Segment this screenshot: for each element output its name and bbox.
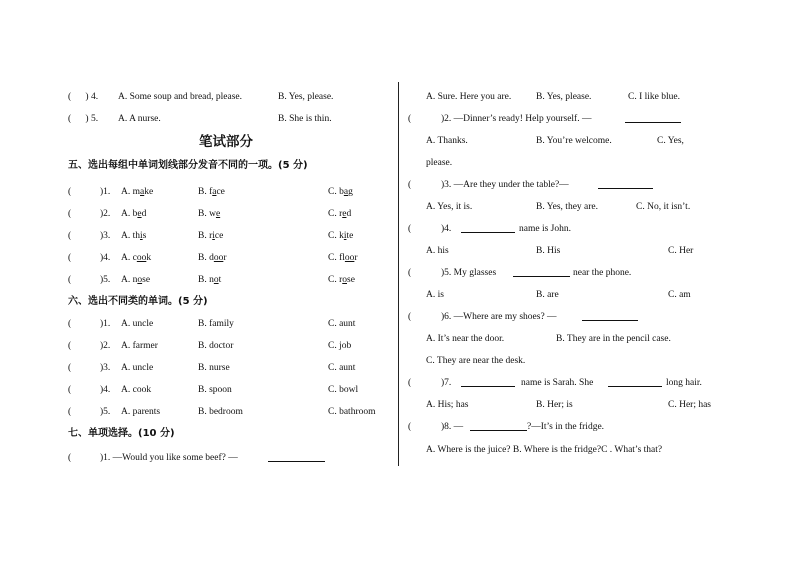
option-a: A. cook xyxy=(121,385,152,395)
option-a: A. It’s near the door. xyxy=(426,334,505,344)
option-a: A. parents xyxy=(121,407,161,417)
option-c: C. They are near the desk. xyxy=(426,356,526,366)
option-a: A. bed xyxy=(121,209,147,219)
question-number: )5. xyxy=(100,407,111,417)
question-number: )2. xyxy=(100,341,111,351)
answer-blank xyxy=(608,377,662,387)
answer-paren: ( xyxy=(68,253,72,263)
question-number: ( ) 5. xyxy=(68,114,99,124)
option-b: B. not xyxy=(198,275,222,285)
option-c: C. No, it isn’t. xyxy=(636,202,691,212)
question-number: )2. xyxy=(100,209,111,219)
underlined-letters: i xyxy=(343,231,347,241)
question-7: )7. xyxy=(441,378,452,388)
option-b: B. Yes, please. xyxy=(278,92,334,102)
question-5: )5. My glasses xyxy=(441,268,497,278)
question-4: )4. xyxy=(441,224,452,234)
answer-paren: ( xyxy=(408,114,412,124)
answer-paren: ( xyxy=(68,385,72,395)
option-c: C. am xyxy=(668,290,691,300)
question-2: )2. —Dinner’s ready! Help yourself. — xyxy=(441,114,592,124)
underlined-letters: oo xyxy=(213,253,224,263)
answer-paren: ( xyxy=(408,180,412,190)
answer-paren: ( xyxy=(68,275,72,285)
option-c: C. Her; has xyxy=(668,400,712,410)
answer-paren: ( xyxy=(68,187,72,197)
option-b: B. doctor xyxy=(198,341,234,351)
answer-paren: ( xyxy=(408,378,412,388)
answer-paren: ( xyxy=(408,268,412,278)
section-6-heading: 六、选出不同类的单词。(5 分) xyxy=(68,296,208,307)
underlined-letters: o xyxy=(213,275,219,285)
question-number: )1. xyxy=(100,187,111,197)
underlined-letters: oo xyxy=(136,253,147,263)
answer-blank xyxy=(461,377,515,387)
option-a: A. Yes, it is. xyxy=(426,202,473,212)
option-b: B. we xyxy=(198,209,221,219)
column-divider xyxy=(398,82,399,466)
option-a: A. nose xyxy=(121,275,151,285)
underlined-letters: a xyxy=(343,187,349,197)
question-number: )4. xyxy=(100,253,111,263)
option-a: A. is xyxy=(426,290,444,300)
option-a: A. His; has xyxy=(426,400,469,410)
answer-blank xyxy=(582,311,638,321)
option-a: A. uncle xyxy=(121,363,154,373)
option-c: C. Yes, xyxy=(657,136,684,146)
question-number: )4. xyxy=(100,385,111,395)
answer-paren: ( xyxy=(68,209,72,219)
option-b: B. spoon xyxy=(198,385,232,395)
answer-blank xyxy=(625,113,681,123)
answer-paren: ( xyxy=(68,407,72,417)
option-c: C. aunt xyxy=(328,363,356,373)
answer-paren: ( xyxy=(68,319,72,329)
options-row: A. Where is the juice? B. Where is the fridge?C . What’s that? xyxy=(426,445,663,455)
underlined-letters: a xyxy=(140,187,145,197)
answer-paren: ( xyxy=(68,341,72,351)
option-b: B. face xyxy=(198,187,225,197)
question-number: )3. xyxy=(100,231,111,241)
option-a: A. farmer xyxy=(121,341,158,351)
answer-blank xyxy=(470,421,527,431)
option-b: B. bedroom xyxy=(198,407,243,417)
section-7-heading: 七、单项选择。(10 分) xyxy=(68,428,175,439)
option-b: B. nurse xyxy=(198,363,230,373)
question-8: )8. — xyxy=(441,422,464,432)
question-8-text: ?—It’s in the fridge. xyxy=(527,422,605,432)
question-6: )6. —Where are my shoes? — xyxy=(441,312,557,322)
option-b: B. family xyxy=(198,319,234,329)
answer-paren: ( xyxy=(408,422,412,432)
underlined-letters: o xyxy=(342,275,347,285)
answer-paren: ( xyxy=(68,453,72,463)
question-7-text-end: long hair. xyxy=(666,378,702,388)
question-1: )1. —Would you like some beef? — xyxy=(100,453,238,463)
answer-blank xyxy=(598,179,653,189)
question-3: )3. —Are they under the table?— xyxy=(441,180,569,190)
option-a: A. cook xyxy=(121,253,152,263)
option-b: B. rice xyxy=(198,231,224,241)
answer-blank xyxy=(461,223,515,233)
option-c-wrap: please. xyxy=(426,158,453,168)
option-b: B. You’re welcome. xyxy=(536,136,612,146)
option-a: A. Some soup and bread, please. xyxy=(118,92,242,102)
underlined-letters: a xyxy=(212,187,217,197)
option-a: A. Thanks. xyxy=(426,136,468,146)
option-c: C. bag xyxy=(328,187,353,197)
option-c: C. aunt xyxy=(328,319,356,329)
option-c: C. red xyxy=(328,209,352,219)
question-5-text: near the phone. xyxy=(573,268,632,278)
question-number: )5. xyxy=(100,275,111,285)
answer-paren: ( xyxy=(68,231,72,241)
option-c: C. job xyxy=(328,341,352,351)
underlined-letters: i xyxy=(140,231,143,241)
section-5-heading: 五、选出每组中单词划线部分发音不同的一项。(5 分) xyxy=(68,160,308,171)
question-number: )3. xyxy=(100,363,111,373)
option-b: B. They are in the pencil case. xyxy=(556,334,671,344)
answer-paren: ( xyxy=(68,363,72,373)
option-b: B. are xyxy=(536,290,559,300)
option-c: C. bowl xyxy=(328,385,359,395)
option-c: C. bathroom xyxy=(328,407,376,417)
underlined-letters: i xyxy=(212,231,215,241)
option-b: B. Yes, please. xyxy=(536,92,592,102)
option-c: C. floor xyxy=(328,253,358,263)
option-a: A. uncle xyxy=(121,319,154,329)
underlined-letters: e xyxy=(342,209,347,219)
option-b: B. His xyxy=(536,246,561,256)
option-c: C. I like blue. xyxy=(628,92,680,102)
option-b: B. She is thin. xyxy=(278,114,332,124)
underlined-letters: o xyxy=(137,275,143,285)
answer-paren: ( xyxy=(408,312,412,322)
option-c: C. kite xyxy=(328,231,354,241)
option-b: B. door xyxy=(198,253,227,263)
option-a: A. this xyxy=(121,231,147,241)
question-4-text: name is John. xyxy=(519,224,571,234)
option-a: A. A nurse. xyxy=(118,114,161,124)
option-a: A. Sure. Here you are. xyxy=(426,92,512,102)
answer-blank xyxy=(268,452,325,462)
option-c: C. Her xyxy=(668,246,694,256)
option-c: C. rose xyxy=(328,275,355,285)
underlined-letters: e xyxy=(137,209,142,219)
question-number: ( ) 4. xyxy=(68,92,99,102)
option-a: A. his xyxy=(426,246,449,256)
answer-blank xyxy=(513,267,570,277)
option-b: B. Her; is xyxy=(536,400,573,410)
answer-paren: ( xyxy=(408,224,412,234)
option-a: A. make xyxy=(121,187,154,197)
option-b: B. Yes, they are. xyxy=(536,202,599,212)
question-7-text: name is Sarah. She xyxy=(521,378,594,388)
underlined-letters: e xyxy=(215,209,221,219)
underlined-letters: oo xyxy=(344,253,355,263)
question-number: )1. xyxy=(100,319,111,329)
section-title: 笔试部分 xyxy=(199,134,253,150)
